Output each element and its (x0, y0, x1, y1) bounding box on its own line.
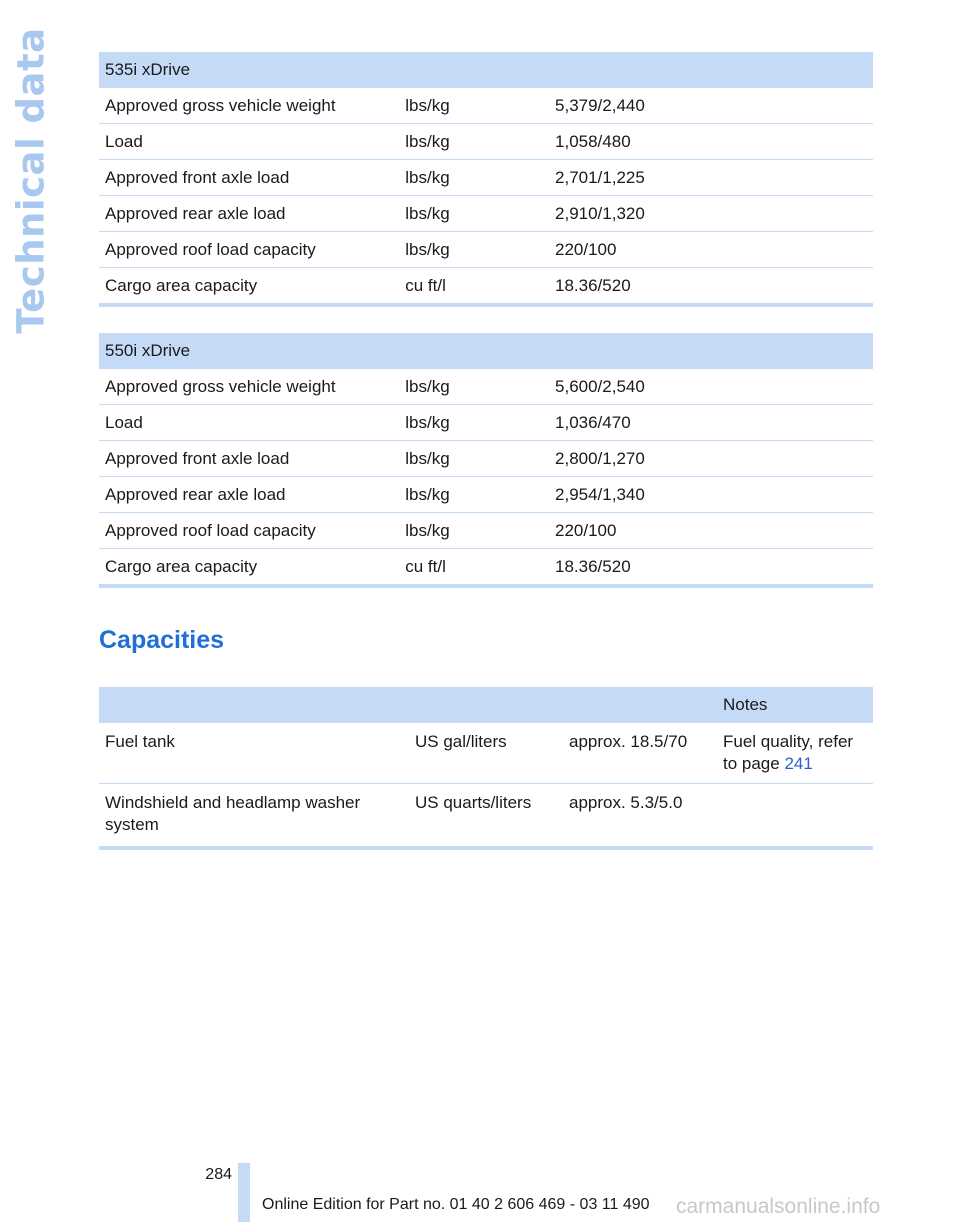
row-value: 1,036/470 (549, 405, 873, 441)
page-number: 284 (205, 1166, 232, 1183)
table-row (99, 723, 873, 784)
table-row (99, 441, 873, 477)
table-header-row (99, 52, 873, 88)
row-label: Approved roof load capacity (99, 513, 399, 549)
row-unit: lbs/kg (399, 477, 549, 513)
capacities-heading: Capacities (99, 626, 225, 654)
row-unit: cu ft/l (399, 268, 549, 306)
row-unit: US quarts/liters (409, 784, 563, 849)
row-label: Approved gross vehicle weight (99, 88, 399, 124)
footer-edition: Online Edition for Part no. 01 40 2 606 469 - 03 11 490 (262, 1196, 650, 1213)
spec-table-535i (99, 52, 873, 307)
row-unit: lbs/kg (399, 232, 549, 268)
row-value: 2,910/1,320 (549, 196, 873, 232)
table-row (99, 160, 873, 196)
row-value: 2,954/1,340 (549, 477, 873, 513)
row-label: Approved front axle load (99, 441, 399, 477)
row-value: approx. 18.5/70 (563, 723, 717, 784)
table-header-model: 550i xDrive (99, 333, 873, 369)
table-row (99, 268, 873, 306)
row-label: Approved rear axle load (99, 196, 399, 232)
row-value: 5,379/2,440 (549, 88, 873, 124)
row-unit: lbs/kg (399, 405, 549, 441)
table-header-row (99, 687, 873, 723)
section-side-tab (0, 26, 62, 334)
notes-header: Notes (717, 687, 873, 723)
table-row (99, 232, 873, 268)
row-label: Approved rear axle load (99, 477, 399, 513)
capacities-table (99, 687, 873, 850)
row-value: 220/100 (549, 513, 873, 549)
row-unit: lbs/kg (399, 441, 549, 477)
page-reference-link[interactable]: 241 (784, 754, 813, 773)
watermark: carmanualsonline.info (676, 1195, 881, 1218)
row-unit: lbs/kg (399, 124, 549, 160)
row-value: 2,701/1,225 (549, 160, 873, 196)
table-row (99, 405, 873, 441)
row-label: Load (99, 405, 399, 441)
table-row (99, 513, 873, 549)
note-text: Fuel quality, refer to page (723, 732, 854, 773)
row-unit: lbs/kg (399, 369, 549, 405)
row-label: Approved gross vehicle weight (99, 369, 399, 405)
table-header-model: 535i xDrive (99, 52, 873, 88)
row-unit: lbs/kg (399, 88, 549, 124)
row-label: Cargo area capacity (99, 549, 399, 587)
section-side-tab-label: Technical data (9, 26, 53, 334)
row-unit: lbs/kg (399, 160, 549, 196)
table-row (99, 196, 873, 232)
row-note (717, 723, 873, 784)
row-note (717, 784, 873, 849)
row-label: Approved front axle load (99, 160, 399, 196)
row-value: 1,058/480 (549, 124, 873, 160)
footer-accent-bar (238, 1163, 250, 1222)
row-unit: cu ft/l (399, 549, 549, 587)
table-row (99, 88, 873, 124)
spec-table-550i (99, 333, 873, 588)
row-label: Approved roof load capacity (99, 232, 399, 268)
row-value: 5,600/2,540 (549, 369, 873, 405)
table-row (99, 477, 873, 513)
table-row (99, 369, 873, 405)
table-row (99, 784, 873, 849)
row-unit: lbs/kg (399, 513, 549, 549)
row-value: 18.36/520 (549, 268, 873, 306)
row-value: 18.36/520 (549, 549, 873, 587)
row-label: Cargo area capacity (99, 268, 399, 306)
row-value: approx. 5.3/5.0 (563, 784, 717, 849)
table-row (99, 124, 873, 160)
row-unit: lbs/kg (399, 196, 549, 232)
row-value: 220/100 (549, 232, 873, 268)
table-row (99, 549, 873, 587)
row-label: Windshield and headlamp washer system (99, 784, 409, 849)
row-label: Load (99, 124, 399, 160)
row-value: 2,800/1,270 (549, 441, 873, 477)
table-header-row (99, 333, 873, 369)
row-label: Fuel tank (99, 723, 409, 784)
row-unit: US gal/liters (409, 723, 563, 784)
